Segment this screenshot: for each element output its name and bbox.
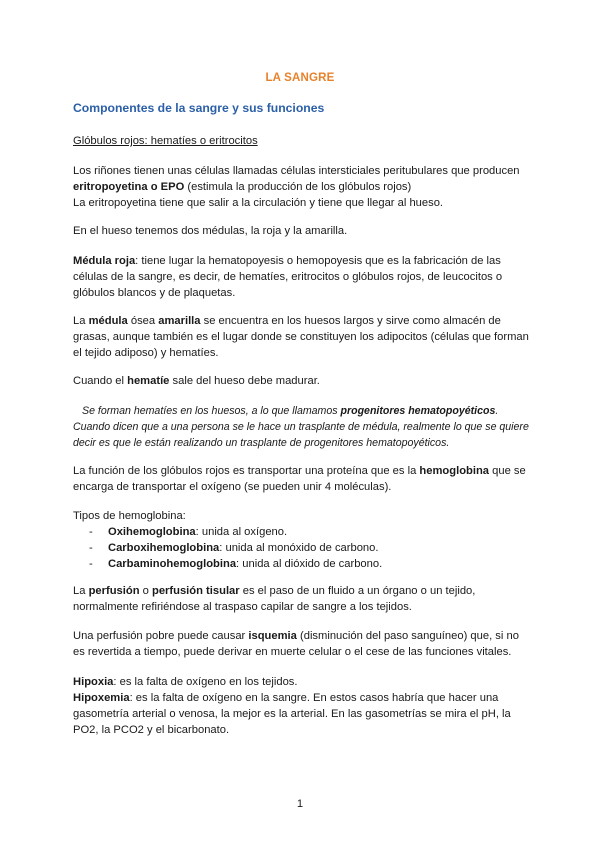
section-heading: Componentes de la sangre y sus funciones <box>73 101 325 115</box>
text: o <box>139 585 152 597</box>
text: : unida al oxígeno. <box>195 526 288 538</box>
paragraph-perfusion <box>73 583 533 615</box>
text: ósea <box>127 315 159 327</box>
text: (disminución del paso sanguíneo) que, si no es revertida a tiempo, puede derivar en muerte celular o el cese de las funciones vitales. <box>73 630 519 658</box>
hemoglobin-types-list <box>73 524 533 572</box>
bold-term: perfusión <box>88 585 140 597</box>
text: que se encarga de transportar el oxígeno (se pueden unir 4 moléculas). <box>73 465 526 493</box>
text: . Cuando dicen que a una persona se le hace un trasplante de médula, realmente lo que se quiere decir es que le están realizando un trasplante de progenitores hematopoyéticos. <box>73 405 529 449</box>
text: : unida al monóxido de carbono. <box>219 542 379 554</box>
text: La <box>73 585 89 597</box>
text: se encuentra en los huesos largos y sirve como almacén de grasas, aunque también es el lugar donde se constituyen los adipocitos (células que forman el tejido adiposo) y hematíes. <box>73 315 529 359</box>
bold-term: amarilla <box>158 315 201 327</box>
text: La función de los glóbulos rojos es transportar una proteína que es la <box>73 465 420 477</box>
text: sale del hueso debe madurar. <box>169 375 320 387</box>
text: Los riñones tienen unas células llamadas células intersticiales peritubulares que producen <box>73 165 520 177</box>
list-item <box>73 540 533 556</box>
bold-term: eritropoyetina o EPO <box>73 181 185 193</box>
document-title: LA SANGRE <box>265 72 335 84</box>
bold-term: médula <box>88 315 128 327</box>
text: : es la falta de oxígeno en la sangre. En estos casos habría que hacer una gasometría arterial o venosa, la mejor es la arterial. En las gasometrías se mira el pH, la PO2, la PCO2 y el bicarbonato. <box>73 692 511 736</box>
page-number: 1 <box>296 798 304 810</box>
text: Una perfusión pobre puede causar <box>73 630 249 642</box>
bold-term: Carbaminohemoglobina <box>108 558 237 570</box>
paragraph-eritropoyetina <box>73 163 533 211</box>
paragraph-medulas: En el hueso tenemos dos médulas, la roja y la amarilla. <box>73 225 348 237</box>
text: La eritropoyetina tiene que salir a la circulación y tiene que llegar al hueso. <box>73 197 444 209</box>
paragraph-medula-roja <box>73 253 533 301</box>
bold-term: hemoglobina <box>419 465 490 477</box>
bold-term: progenitores hematopoyéticos <box>340 405 496 417</box>
list-item <box>73 556 533 572</box>
list-item <box>73 524 533 540</box>
dash-bullet: - <box>89 526 93 538</box>
paragraph-isquemia <box>73 628 533 660</box>
text: Se forman hematíes en los huesos, a lo que llamamos <box>82 405 341 417</box>
bold-term: Carboxihemoglobina <box>108 542 220 554</box>
text: : tiene lugar la hematopoyesis o hemopoyesis que es la fabricación de las células de la sangre, es decir, de hematíes, eritrocitos o glóbulos rojos, de leucocitos o glóbulos blancos y de plaquetas. <box>73 255 503 299</box>
paragraph-hipoxia <box>73 674 533 738</box>
bold-term: perfusión tisular <box>151 585 240 597</box>
hemoglobin-types-label: Tipos de hemoglobina: <box>73 510 186 522</box>
bold-term: Médula roja <box>73 255 136 267</box>
bold-term: Oxihemoglobina <box>108 526 196 538</box>
paragraph-hematie <box>73 373 533 389</box>
italic-note-progenitores <box>73 403 533 451</box>
text: : unida al dióxido de carbono. <box>236 558 383 570</box>
bold-term: Hipoxemia <box>73 692 130 704</box>
bold-term: Hipoxia <box>73 676 114 688</box>
paragraph-medula-amarilla <box>73 313 533 361</box>
dash-bullet: - <box>89 542 93 554</box>
text: es el paso de un fluido a un órgano o un tejido, normalmente refiriéndose al traspaso capilar de sangre a los tejidos. <box>73 585 476 613</box>
text: Cuando el <box>73 375 128 387</box>
text: La <box>73 315 89 327</box>
bold-term: isquemia <box>248 630 297 642</box>
dash-bullet: - <box>89 558 93 570</box>
bold-term: hematíe <box>127 375 170 387</box>
text: : es la falta de oxígeno en los tejidos. <box>113 676 298 688</box>
text: (estimula la producción de los glóbulos rojos) <box>184 181 412 193</box>
subheading: Glóbulos rojos: hematíes o eritrocitos <box>73 135 258 147</box>
paragraph-hemoglobina <box>73 463 533 495</box>
